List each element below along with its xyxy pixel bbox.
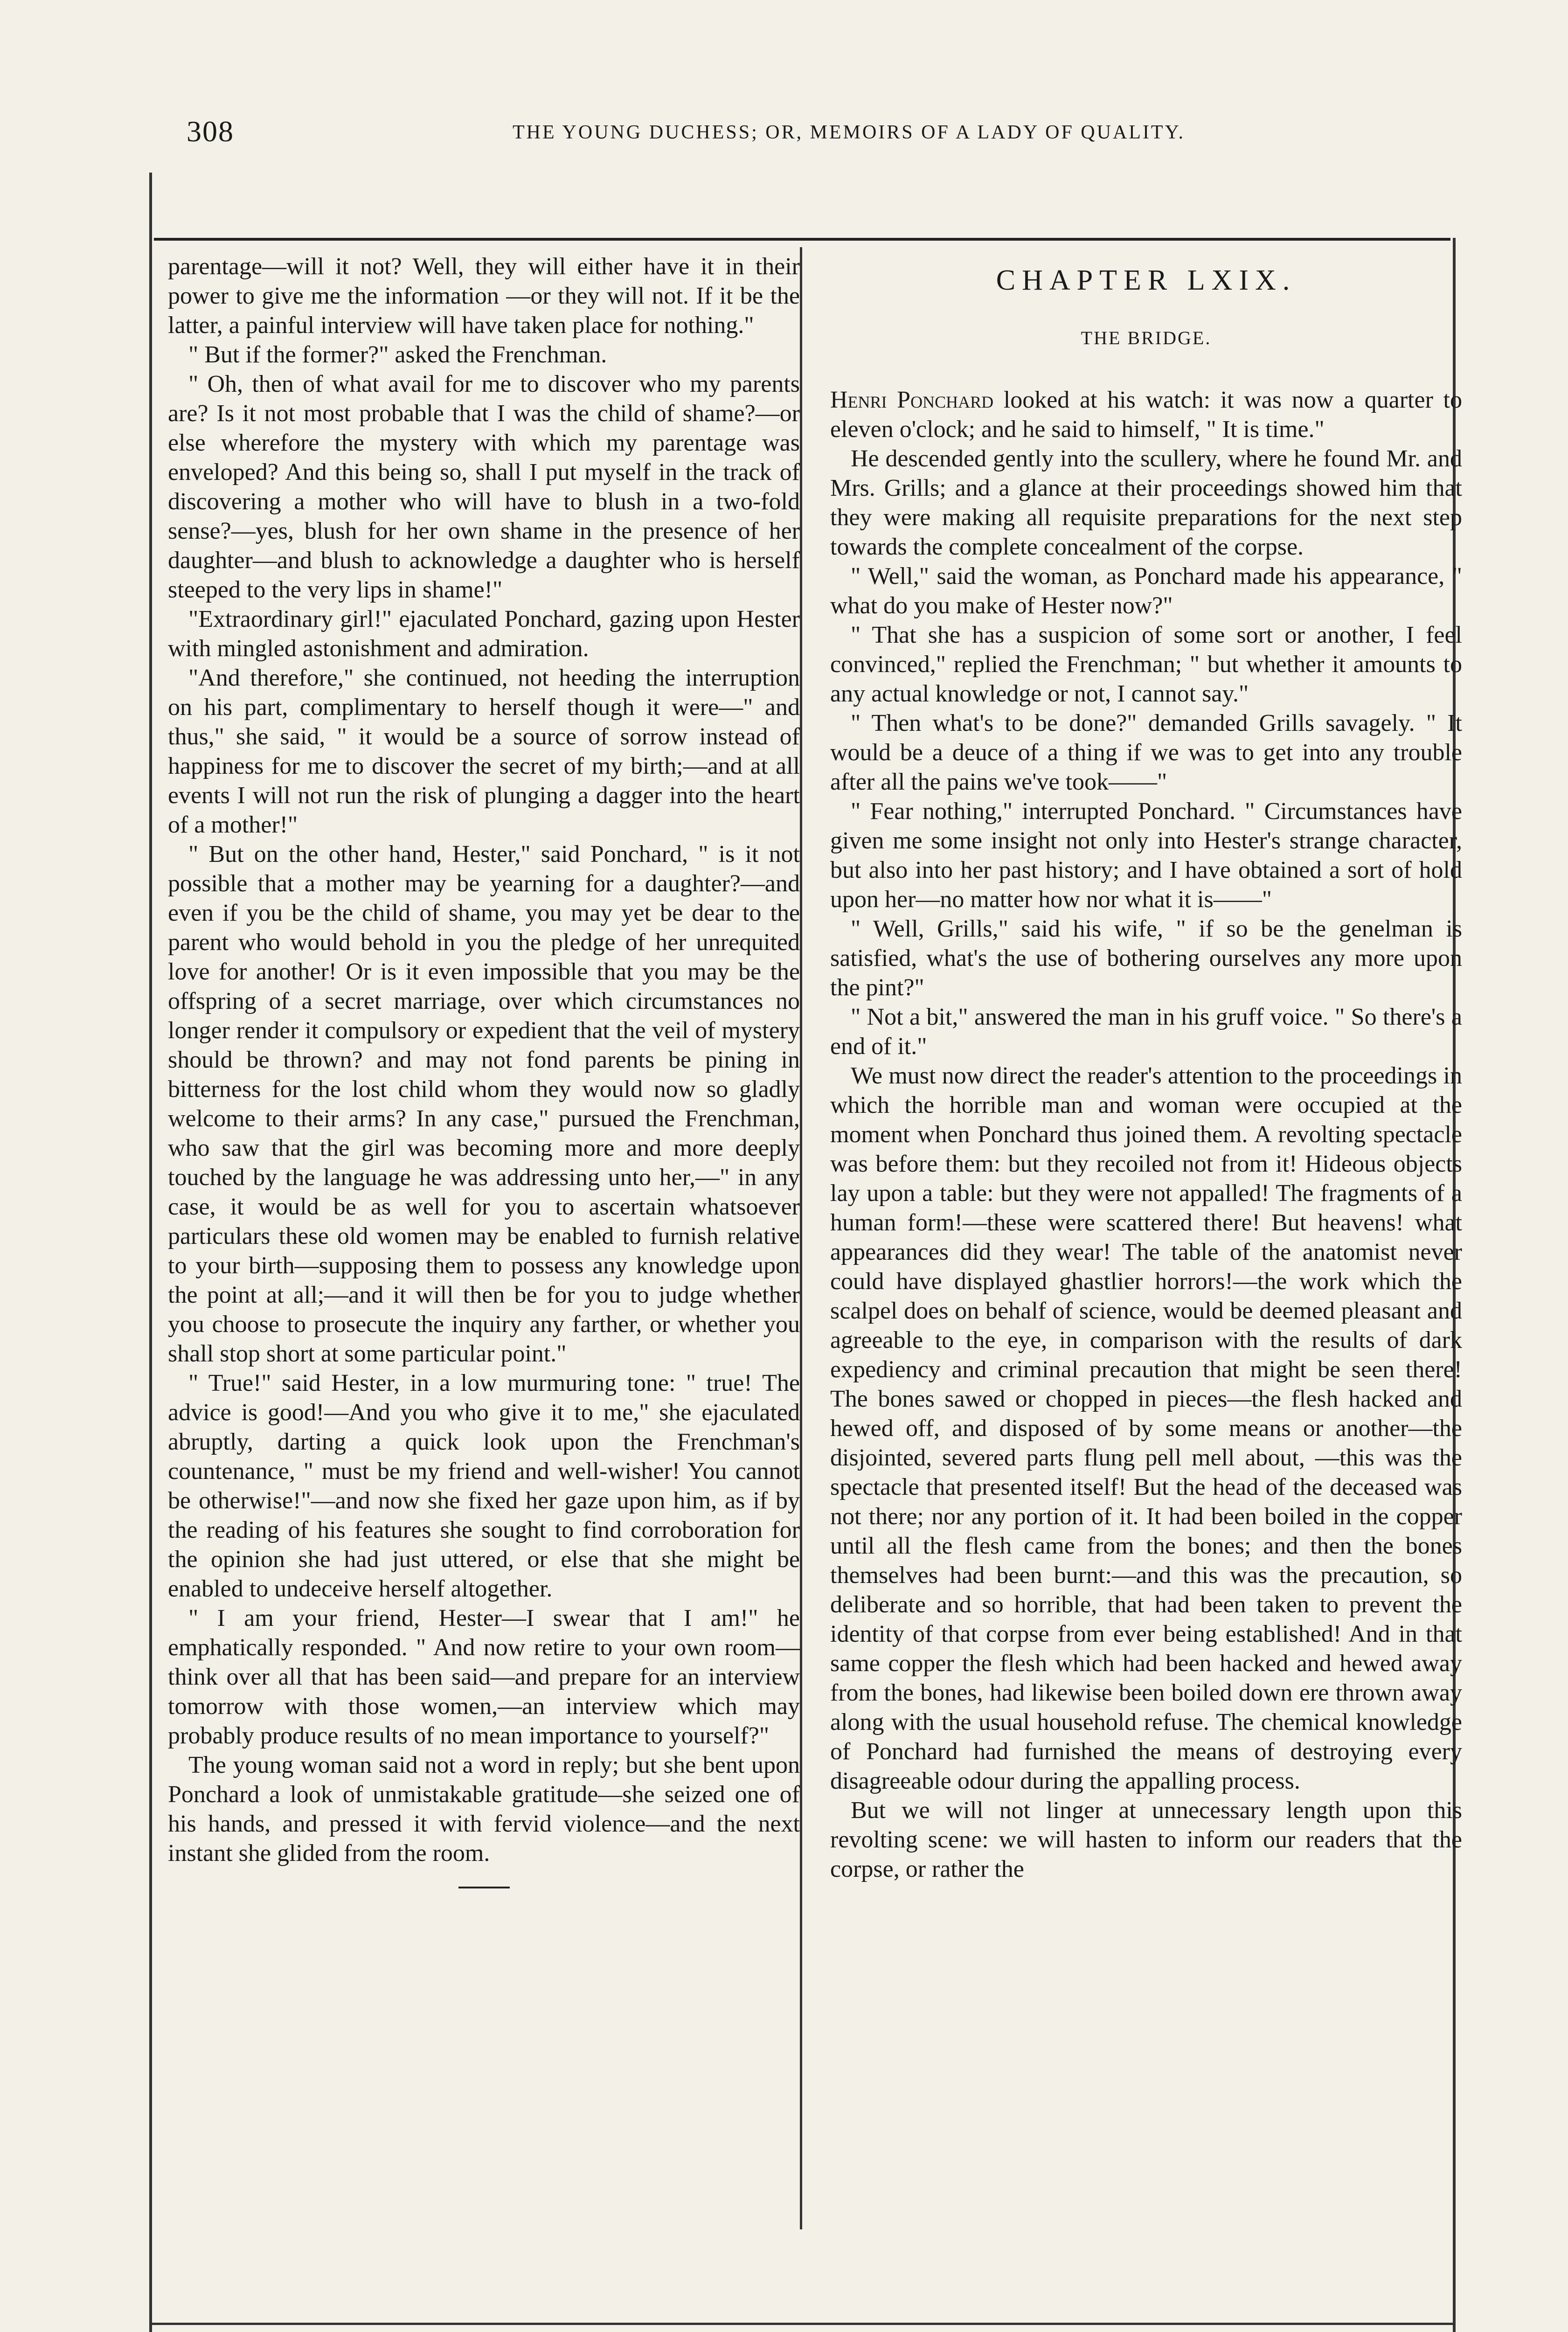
chapter-subtitle: THE BRIDGE. (1081, 327, 1212, 348)
paragraph: " Well, Grills," said his wife, " if so be the genelman is satisfied, what's the use of bothering ourselves any more upon the pint?" (830, 916, 1462, 1001)
opening-name: Henri Ponchard (830, 387, 994, 413)
page (135, 89, 1462, 2281)
paragraph: " I am your friend, Hester—I swear that I am!" he emphatically responded. " And now retire to your own room—think over all that has been said—and prepare for an interview tomorrow with those women,—an interview which may probably produce results of no mean importance to yourself?" (168, 1605, 800, 1749)
right-column (830, 252, 1462, 1884)
paragraph: " Not a bit," answered the man in his gruff voice. " So there's a end of it." (830, 1004, 1462, 1060)
page-number: 308 (187, 115, 234, 148)
opening-paragraph (830, 385, 1462, 444)
paragraph: "Extraordinary girl!" ejaculated Ponchard, gazing upon Hester with mingled astonishment and admiration. (168, 606, 800, 662)
section-end-dash (458, 1887, 510, 1888)
paragraph: " But if the former?" asked the Frenchman. (188, 341, 607, 368)
opening-text: looked at his watch: it was now a quarter to eleven o'clock; and he said to himself, " It is time." (830, 387, 1462, 443)
bottom-border-rule (149, 2323, 1455, 2325)
paragraph: "And therefore," she continued, not heeding the interruption on his part, complimentary to herself though it were—" and thus," she said, " it would be a source of sorrow instead of happiness for me to discover the secret of my birth;—and at all events I will not run the risk of plunging a dagger into the heart of a mother!" (168, 665, 800, 838)
running-title: THE YOUNG DUCHESS; OR, MEMOIRS OF A LADY OF QUALITY. (512, 122, 1186, 143)
paragraph: The young woman said not a word in reply; but she bent upon Ponchard a look of unmistakable gratitude—she seized one of his hands, and pressed it with fervid violence—and the next instant she glided from the room. (168, 1752, 800, 1867)
paragraph: We must now direct the reader's attention to the proceedings in which the horrible man and woman were occupied at the moment when Ponchard thus joined them. A revolting spectacle was before them: but they recoiled not from it! Hideous objects lay upon a table: but they were not appalled! The fragments of a human form!—these were scattered there! But heavens! what appearances did they wear! The table of the anatomist never could have displayed ghastlier horrors!—the work which the scalpel does on behalf of science, would be deemed pleasant and agreeable to the eye, in comparison with the results of dark expediency and criminal precaution that might be seen there! The bones sawed or chopped in pieces—the flesh hacked and hewed off, and disposed of by some means or another—the disjointed, severed parts flung pell mell about, —this was the spectacle that presented itself! But the head of the deceased was not there; nor any portion of it. It had been boiled in the copper until all the flesh came from the bones; and then the bones themselves had been burnt:—and this was the precaution, so deliberate and so horrible, that had been taken to prevent the identity of that corpse from ever being established! And in that same copper the flesh which had been hacked and hewed away from the bones, had likewise been boiled down ere thrown away along with the usual household refuse. The chemical knowledge of Ponchard had furnished the means of destroying every disagreeable odour during the appalling process. (830, 1062, 1462, 1794)
paragraph: But we will not linger at unnecessary length upon this revolting scene: we will hasten to inform our readers that the corpse, or rather the (830, 1797, 1462, 1882)
paragraph: " Oh, then of what avail for me to discover who my parents are? Is it not most probable that I was the child of shame?—or else wherefore the mystery with which my parentage was enveloped? And this being so, shall I put myself in the track of discovering a mother who will have to blush in a two-fold sense?—yes, blush for her own shame in the presence of her daughter—and blush to acknowledge a daughter who is herself steeped to the very lips in shame!" (168, 371, 800, 603)
paragraph: He descended gently into the scullery, where he found Mr. and Mrs. Grills; and a glance at their proceedings showed him that they were making all requisite preparations for the next step towards the complete concealment of the corpse. (830, 445, 1462, 560)
paragraph: " That she has a suspicion of some sort or another, I feel convinced," replied the Frenchman; " but whether it amounts to any actual knowledge or not, I cannot say." (830, 622, 1462, 707)
paragraph: " Fear nothing," interrupted Ponchard. " Circumstances have given me some insight not only into Hester's strange character, but also into her past history; and I have obtained a sort of hold upon her—no matter how nor what it is——" (830, 798, 1462, 913)
left-column (168, 252, 800, 1888)
column-divider (800, 247, 802, 2229)
paragraph: " Well," said the woman, as Ponchard made his appearance, " what do you make of Hester now?" (830, 563, 1462, 619)
left-border-rule (149, 173, 152, 2332)
paragraph: parentage—will it not? Well, they will either have it in their power to give me the information —or they will not. If it be the latter, a painful interview will have taken place for nothing." (168, 253, 800, 339)
paragraph: " But on the other hand, Hester," said Ponchard, " is it not possible that a mother may be yearning for a daughter?—and even if you be the child of shame, you may yet be dear to the parent who would behold in you the pledge of her unrequited love for another! Or is it even impossible that you may be the offspring of a secret marriage, over which circumstances no longer render it compulsory or expedient that the veil of mystery should be thrown? and may not fond parents be pining in bitterness for the lost child whom they would now so gladly welcome to their arms? In any case," pursued the Frenchman, who saw that the girl was becoming more and more deeply touched by the language he was addressing unto her,—" in any case, it would be as well for you to ascertain whatsoever particulars these old women may be enabled to furnish relative to your birth—supposing them to possess any knowledge upon the point at all;—and it will then be for you to judge whether you choose to prosecute the inquiry any farther, or whether you shall stop short at some particular point." (168, 841, 800, 1367)
header-rule (154, 238, 1450, 241)
running-head (135, 107, 1432, 159)
paragraph: " Then what's to be done?" demanded Grills savagely. " It would be a deuce of a thing if we was to get into any trouble after all the pains we've took——" (830, 710, 1462, 795)
paragraph: " True!" said Hester, in a low murmuring tone: " true! The advice is good!—And you who give it to me," she ejaculated abruptly, darting a quick look upon the Frenchman's countenance, " must be my friend and well-wisher! You cannot be otherwise!"—and now she fixed her gaze upon him, as if by the reading of his features she sought to find corroboration for the opinion she had just uttered, or else that she might be enabled to undeceive herself altogether. (168, 1370, 800, 1602)
chapter-title: CHAPTER LXIX. (996, 264, 1297, 296)
